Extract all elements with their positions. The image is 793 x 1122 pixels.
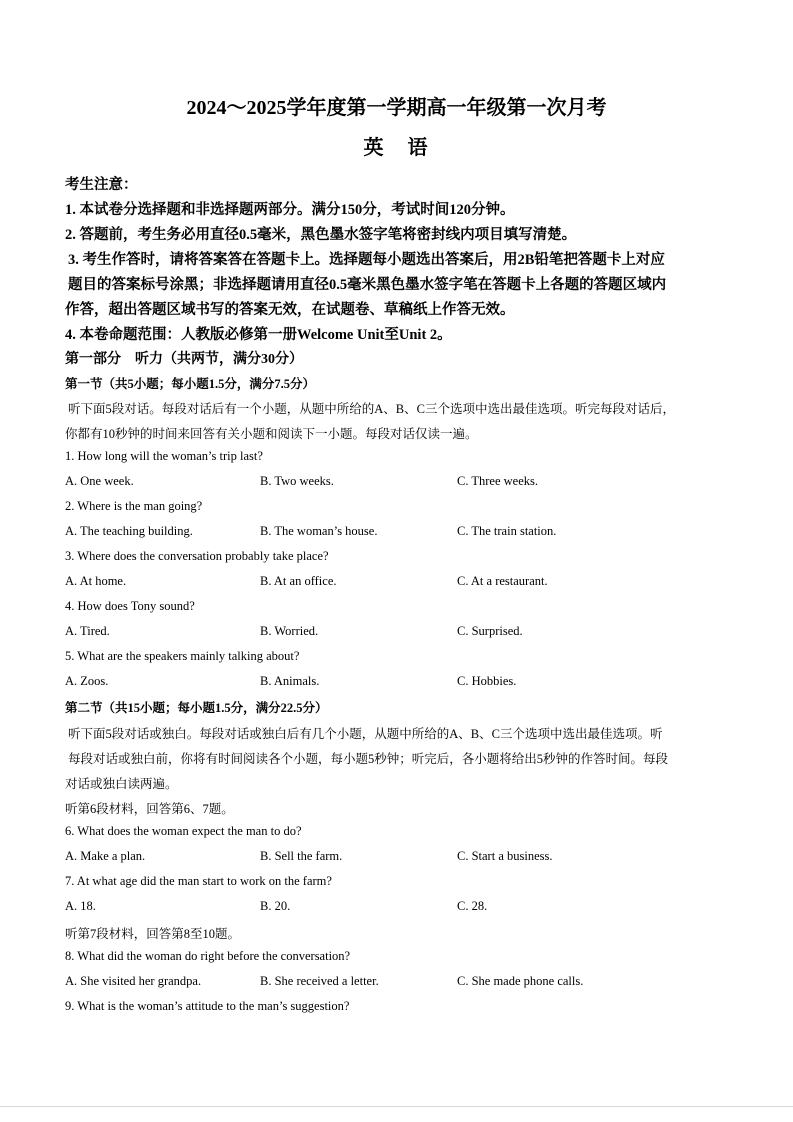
page-bottom-divider xyxy=(0,1106,793,1107)
q7-option-a: A. 18. xyxy=(65,899,96,913)
q2-option-b: B. The woman’s house. xyxy=(260,524,378,538)
q3-option-c: C. At a restaurant. xyxy=(457,574,548,588)
material-6-note: 听第6段材料，回答第6、7题。 xyxy=(65,802,234,816)
material-7-note: 听第7段材料，回答第8至10题。 xyxy=(65,927,241,941)
section2-instructions-3: 对话或独白读两遍。 xyxy=(65,777,178,791)
section1-instructions-2: 你都有10秒钟的时间来回答有关小题和阅读下一小题。每段对话仅读一遍。 xyxy=(65,427,478,441)
exam-title: 2024～2025学年度第一学期高一年级第一次月考 xyxy=(186,97,607,119)
q8-option-a: A. She visited her grandpa. xyxy=(65,974,202,988)
question-5: 5. What are the speakers mainly talking about? xyxy=(65,649,300,663)
q6-option-a: A. Make a plan. xyxy=(65,849,146,863)
q3-option-b: B. At an office. xyxy=(260,574,337,588)
notice-item-2: 2. 答题前，考生务必用直径0.5毫米，黑色墨水签字笔将密封线内项目填写清楚。 xyxy=(65,227,577,243)
notice-item-3-cont-1: 题目的答案标号涂黑；非选择题请用直径0.5毫米黑色墨水签字笔在答题卡上各题的答题区域内 xyxy=(68,277,667,293)
q5-option-b: B. Animals. xyxy=(260,674,320,688)
question-1: 1. How long will the woman’s trip last? xyxy=(65,449,263,463)
section2-instructions-2: 每段对话或独白前，你将有时间阅读各个小题，每小题5秒钟；听完后，各小题将给出5秒钟的作答时间。每段 xyxy=(68,752,669,766)
q1-option-c: C. Three weeks. xyxy=(457,474,538,488)
question-4: 4. How does Tony sound? xyxy=(65,599,195,613)
q5-option-a: A. Zoos. xyxy=(65,674,109,688)
question-6: 6. What does the woman expect the man to do? xyxy=(65,824,302,838)
notice-item-3: 3. 考生作答时，请将答案答在答题卡上。选择题每小题选出答案后，用2B铅笔把答题卡上对应 xyxy=(68,252,665,268)
section1-heading: 第一节（共5小题；每小题1.5分，满分7.5分） xyxy=(65,377,316,391)
q7-option-b: B. 20. xyxy=(260,899,291,913)
question-3: 3. Where does the conversation probably take place? xyxy=(65,549,329,563)
part1-heading: 第一部分 听力（共两节，满分30分） xyxy=(65,352,303,367)
notice-item-1: 1. 本试卷分选择题和非选择题两部分。满分150分，考试时间120分钟。 xyxy=(65,202,515,218)
question-9: 9. What is the woman’s attitude to the man’s suggestion? xyxy=(65,999,350,1013)
q4-option-c: C. Surprised. xyxy=(457,624,523,638)
notice-item-4: 4. 本卷命题范围：人教版必修第一册Welcome Unit至Unit 2。 xyxy=(65,327,452,343)
section1-instructions-1: 听下面5段对话。每段对话后有一个小题，从题中所给的A、B、C三个选项中选出最佳选项。听完每段对话后， xyxy=(68,402,675,416)
q2-option-c: C. The train station. xyxy=(457,524,557,538)
q6-option-b: B. Sell the farm. xyxy=(260,849,343,863)
subject-title: 英 语 xyxy=(363,137,430,159)
notice-heading: 考生注意： xyxy=(65,177,138,193)
question-2: 2. Where is the man going? xyxy=(65,499,203,513)
q6-option-c: C. Start a business. xyxy=(457,849,553,863)
q1-option-b: B. Two weeks. xyxy=(260,474,334,488)
q2-option-a: A. The teaching building. xyxy=(65,524,193,538)
q5-option-c: C. Hobbies. xyxy=(457,674,517,688)
q8-option-b: B. She received a letter. xyxy=(260,974,379,988)
q7-option-c: C. 28. xyxy=(457,899,488,913)
q8-option-c: C. She made phone calls. xyxy=(457,974,584,988)
section2-instructions-1: 听下面5段对话或独白。每段对话或独白后有几个小题，从题中所给的A、B、C三个选项中选出最佳选项。听 xyxy=(68,727,663,741)
q4-option-a: A. Tired. xyxy=(65,624,110,638)
q4-option-b: B. Worried. xyxy=(260,624,319,638)
section2-heading: 第二节（共15小题；每小题1.5分，满分22.5分） xyxy=(65,701,328,715)
notice-item-3-cont-2: 作答，超出答题区域书写的答案无效，在试题卷、草稿纸上作答无效。 xyxy=(65,302,515,318)
question-8: 8. What did the woman do right before the conversation? xyxy=(65,949,351,963)
question-7: 7. At what age did the man start to work on the farm? xyxy=(65,874,332,888)
q3-option-a: A. At home. xyxy=(65,574,127,588)
q1-option-a: A. One week. xyxy=(65,474,134,488)
